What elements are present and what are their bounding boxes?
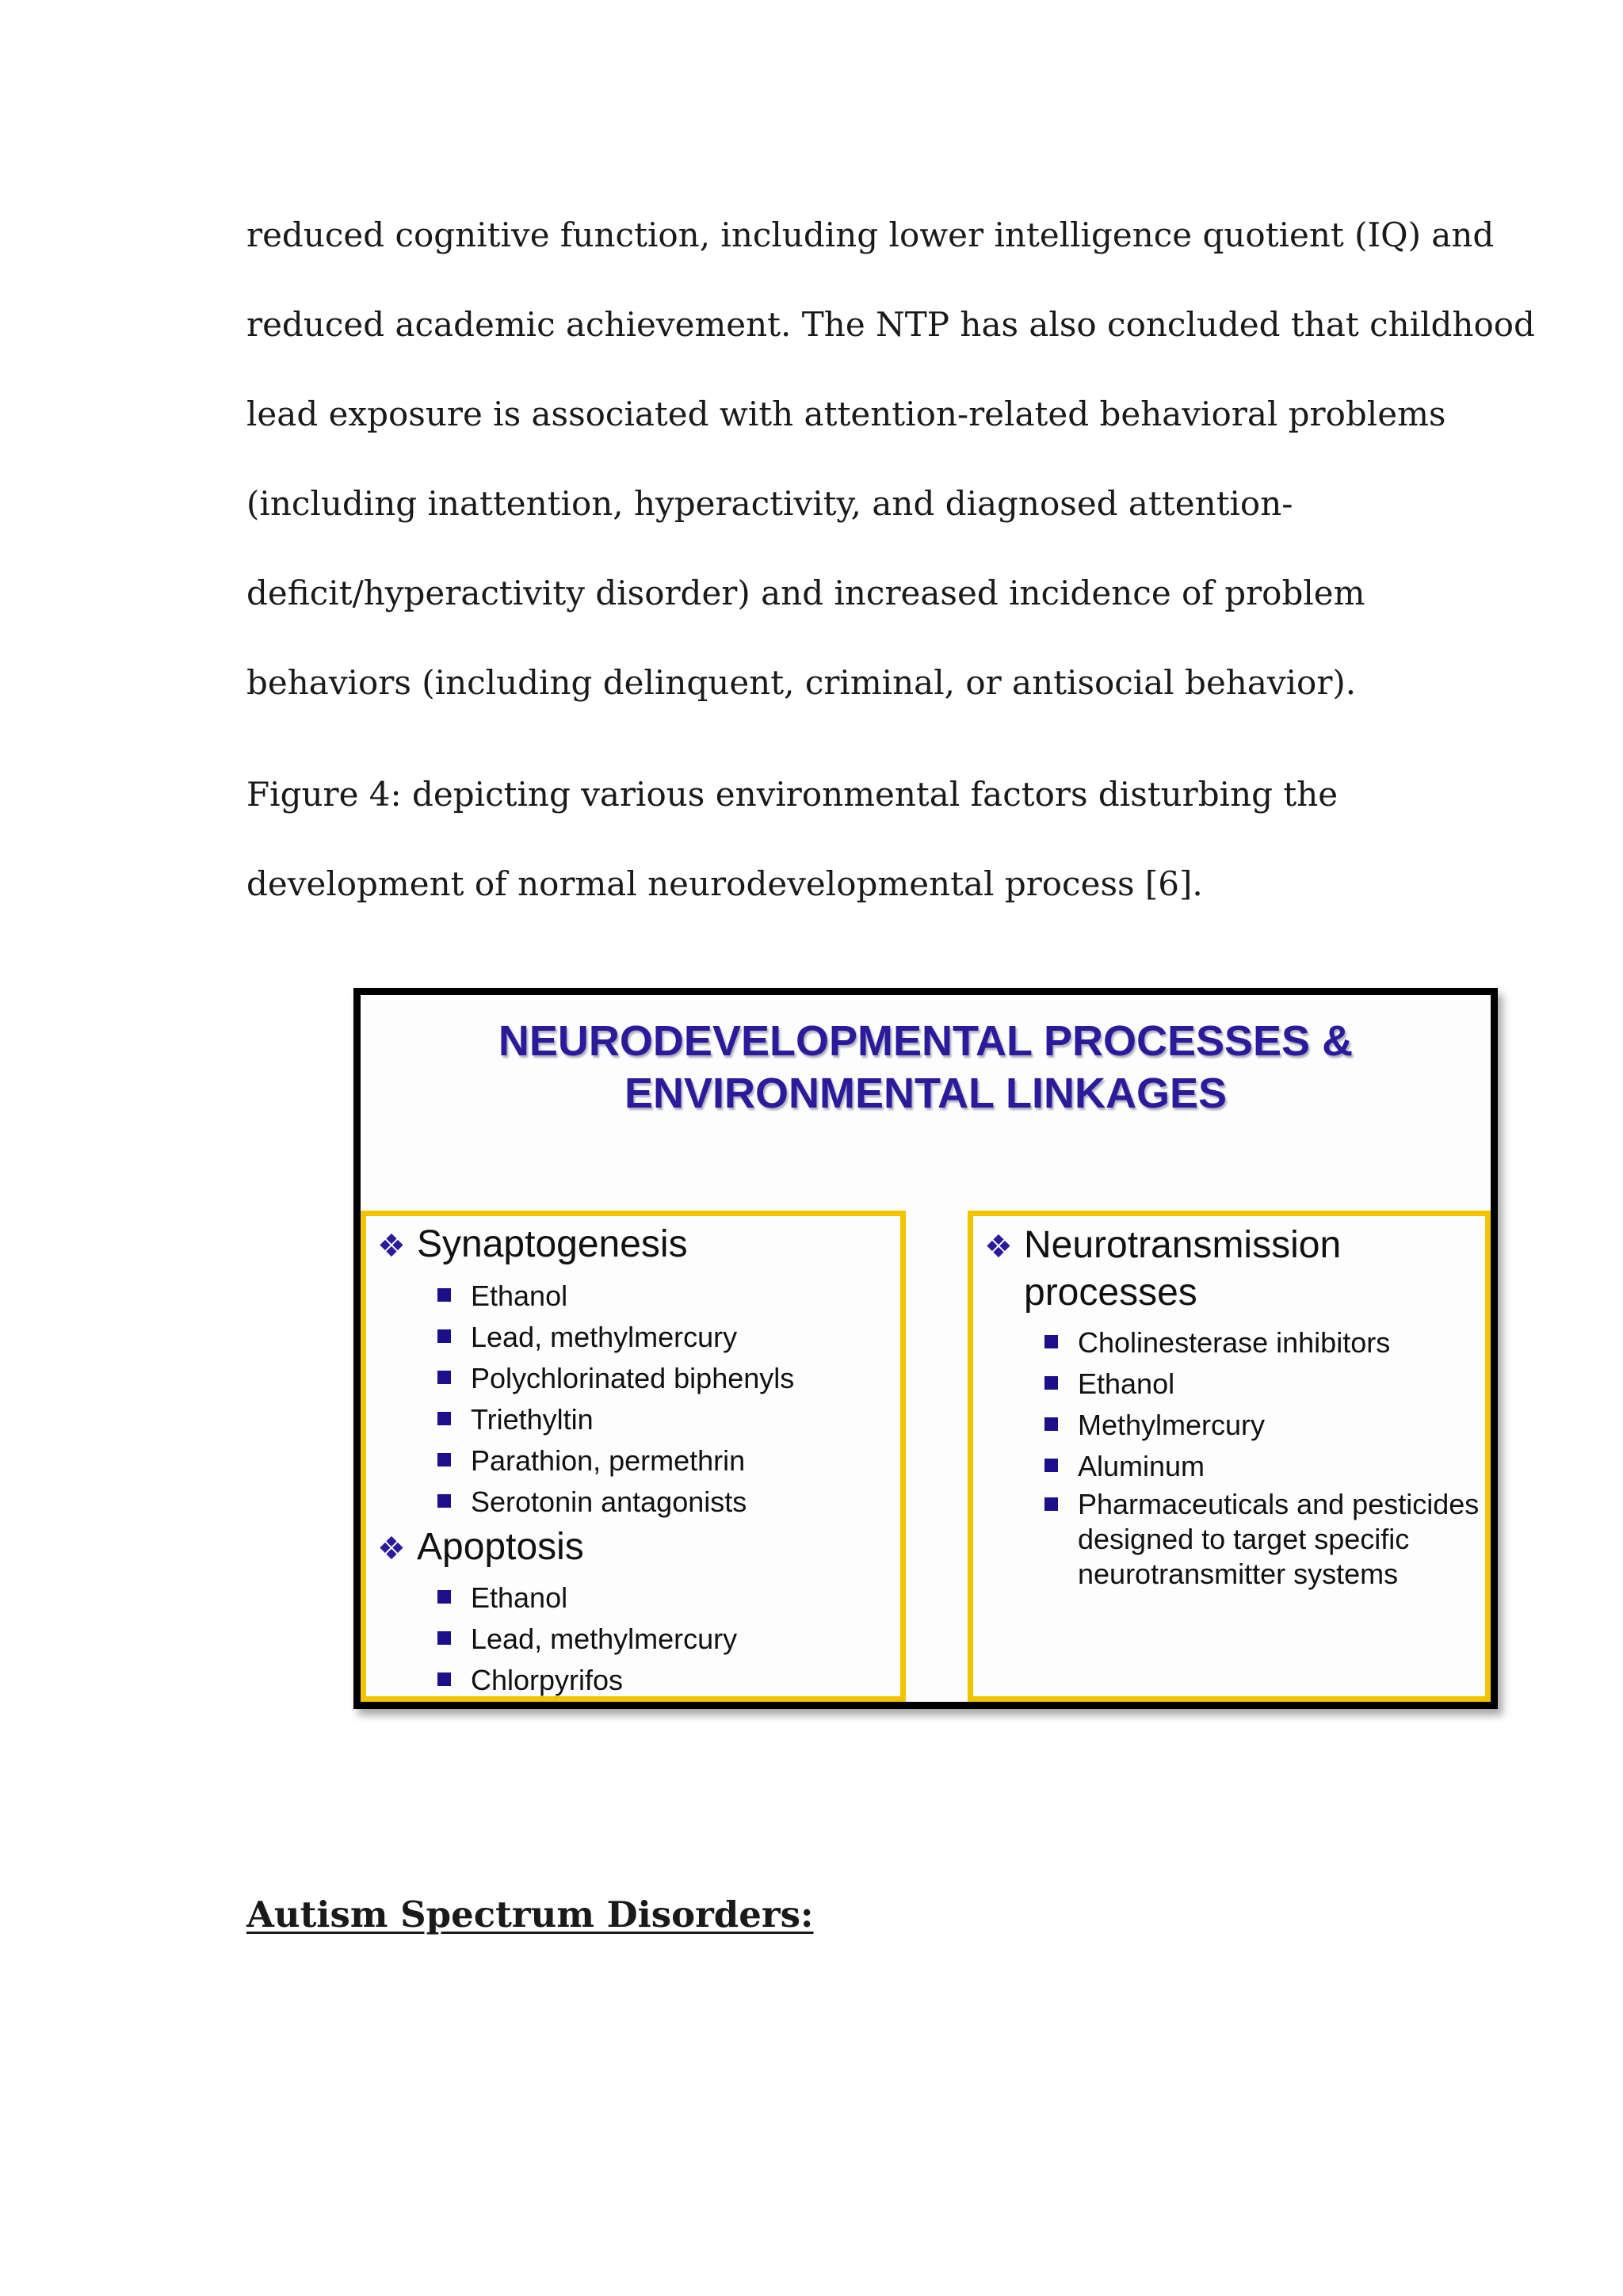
list-item-label: Aluminum — [1078, 1450, 1205, 1482]
list-item-label: Lead, methylmercury — [471, 1321, 738, 1353]
neurotransmission-list — [1044, 1322, 1490, 1592]
caption-line: Figure 4: depicting various environmental factors disturbing the — [246, 775, 1338, 814]
diamond-bullet-icon: ❖ — [377, 1531, 406, 1566]
list-item — [437, 1482, 794, 1523]
square-bullet-icon — [1044, 1459, 1058, 1472]
list-item-label: Polychlorinated biphenyls — [471, 1362, 795, 1394]
figure-title-line: NEURODEVELOPMENTAL PROCESSES & — [498, 1017, 1354, 1065]
square-bullet-icon — [437, 1453, 451, 1466]
list-item-label: Serotonin antagonists — [471, 1486, 747, 1518]
paragraph-line: behaviors (including delinquent, criminal, or antisocial behavior). — [246, 663, 1357, 702]
list-item — [437, 1317, 794, 1358]
square-bullet-icon — [437, 1371, 451, 1384]
list-item-label: Pharmaceuticals and pesticides designed to target specific neurotransmitter systems — [1078, 1488, 1480, 1590]
list-item-label: Methylmercury — [1078, 1409, 1266, 1441]
heading-label: processes — [1024, 1272, 1197, 1314]
square-bullet-icon — [1044, 1376, 1058, 1390]
list-item-label: Chlorpyrifos — [471, 1664, 624, 1696]
neurotransmission-box — [968, 1211, 1491, 1702]
list-item — [1044, 1322, 1490, 1363]
list-item — [437, 1577, 737, 1619]
square-bullet-icon — [437, 1288, 451, 1302]
list-item-label: Cholinesterase inhibitors — [1078, 1326, 1391, 1359]
list-item — [437, 1619, 737, 1660]
list-item-label: Lead, methylmercury — [471, 1623, 738, 1655]
figure-image — [353, 988, 1498, 1709]
synaptogenesis-apoptosis-box — [361, 1211, 906, 1702]
figure-title-line: ENVIRONMENTAL LINKAGES — [624, 1070, 1228, 1117]
square-bullet-icon — [1044, 1417, 1058, 1431]
list-item — [437, 1440, 794, 1482]
list-item-label: Ethanol — [471, 1280, 568, 1312]
heading-label: Neurotransmission — [1024, 1224, 1342, 1266]
list-item-label: Ethanol — [1078, 1367, 1175, 1400]
body-paragraph — [246, 190, 1535, 727]
list-item — [437, 1660, 737, 1701]
list-item — [1044, 1487, 1490, 1592]
figure-title — [361, 1015, 1491, 1119]
square-bullet-icon — [437, 1329, 451, 1343]
synaptogenesis-heading — [377, 1222, 688, 1266]
square-bullet-icon — [1044, 1335, 1058, 1348]
square-bullet-icon — [437, 1412, 451, 1425]
section-heading: Autism Spectrum Disorders: — [246, 1894, 814, 1936]
list-item — [437, 1358, 794, 1399]
list-item — [1044, 1446, 1490, 1487]
neurotransmission-heading — [984, 1222, 1341, 1316]
list-item-label: Parathion, permethrin — [471, 1444, 746, 1477]
list-item — [1044, 1363, 1490, 1405]
list-item — [437, 1399, 794, 1440]
diamond-bullet-icon: ❖ — [377, 1229, 406, 1264]
square-bullet-icon — [1044, 1497, 1058, 1511]
square-bullet-icon — [437, 1494, 451, 1508]
figure-caption — [246, 749, 1483, 929]
list-item-label: Ethanol — [471, 1581, 568, 1614]
paragraph-line: lead exposure is associated with attention-related behavioral problems — [246, 395, 1446, 433]
list-item — [1044, 1405, 1490, 1446]
diamond-bullet-icon: ❖ — [984, 1230, 1013, 1264]
paragraph-line: (including inattention, hyperactivity, and diagnosed attention- — [246, 484, 1293, 523]
heading-label: Synaptogenesis — [417, 1223, 688, 1265]
square-bullet-icon — [437, 1590, 451, 1604]
heading-label: Apoptosis — [417, 1526, 584, 1568]
list-item — [437, 1276, 794, 1317]
apoptosis-heading — [377, 1525, 584, 1569]
paragraph-line: deficit/hyperactivity disorder) and increased incidence of problem — [246, 574, 1365, 612]
apoptosis-list — [437, 1577, 737, 1701]
square-bullet-icon — [437, 1631, 451, 1645]
paragraph-line: reduced academic achievement. The NTP has also concluded that childhood — [246, 305, 1535, 344]
synaptogenesis-list — [437, 1276, 794, 1523]
list-item-label: Triethyltin — [471, 1403, 594, 1436]
paragraph-line: reduced cognitive function, including lower intelligence quotient (IQ) and — [246, 215, 1495, 254]
caption-line: development of normal neurodevelopmental process [6]. — [246, 864, 1203, 903]
square-bullet-icon — [437, 1672, 451, 1686]
